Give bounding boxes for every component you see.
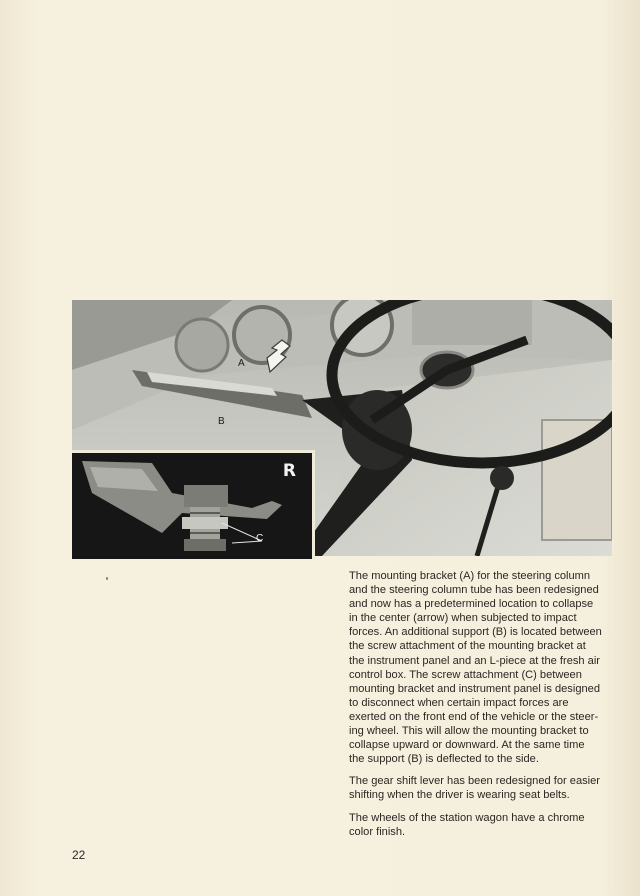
paper-speck <box>106 577 108 580</box>
body-text <box>349 569 617 847</box>
text-line: the screw attachment of the mounting bracket at <box>349 640 586 653</box>
text-line: the support (B) is deflected to the side. <box>349 753 539 766</box>
screw-attachment-inset <box>72 450 315 559</box>
text-line: mounting bracket and instrument panel is designed <box>349 682 600 695</box>
text-line: control box. The screw attachment (C) between <box>349 668 582 681</box>
inset-label-r: R <box>282 461 296 481</box>
text-line: to disconnect when certain impact forces are <box>349 696 569 709</box>
paragraph-wheels <box>349 811 617 839</box>
text-line: the instrument panel and an L-piece at the fresh air <box>349 654 600 667</box>
text-line: shifting when the driver is wearing seat belts. <box>349 789 570 802</box>
text-line: ing wheel. This will allow the mounting bracket to <box>349 725 589 738</box>
text-line: in the center (arrow) when subjected to impact <box>349 612 577 625</box>
paragraph-gear-shift <box>349 774 617 802</box>
text-line: The wheels of the station wagon have a chrome <box>349 811 585 824</box>
text-line: The gear shift lever has been redesigned for easier <box>349 775 600 788</box>
callout-c: C <box>256 533 264 544</box>
text-line: color finish. <box>349 825 406 838</box>
text-line: and now has a predetermined location to collapse <box>349 598 594 611</box>
text-line: forces. An additional support (B) is located between <box>349 626 602 639</box>
text-line: and the steering column tube has been redesigned <box>349 584 599 597</box>
text-line: The mounting bracket (A) for the steering column <box>349 570 591 582</box>
page-number: 22 <box>72 848 86 862</box>
paragraph-mounting-bracket <box>349 569 617 766</box>
callout-a: A <box>238 358 245 369</box>
callout-b: B <box>218 416 225 427</box>
text-line: collapse upward or downward. At the same time <box>349 739 585 752</box>
text-line: exerted on the front end of the vehicle or the steer- <box>349 710 599 723</box>
